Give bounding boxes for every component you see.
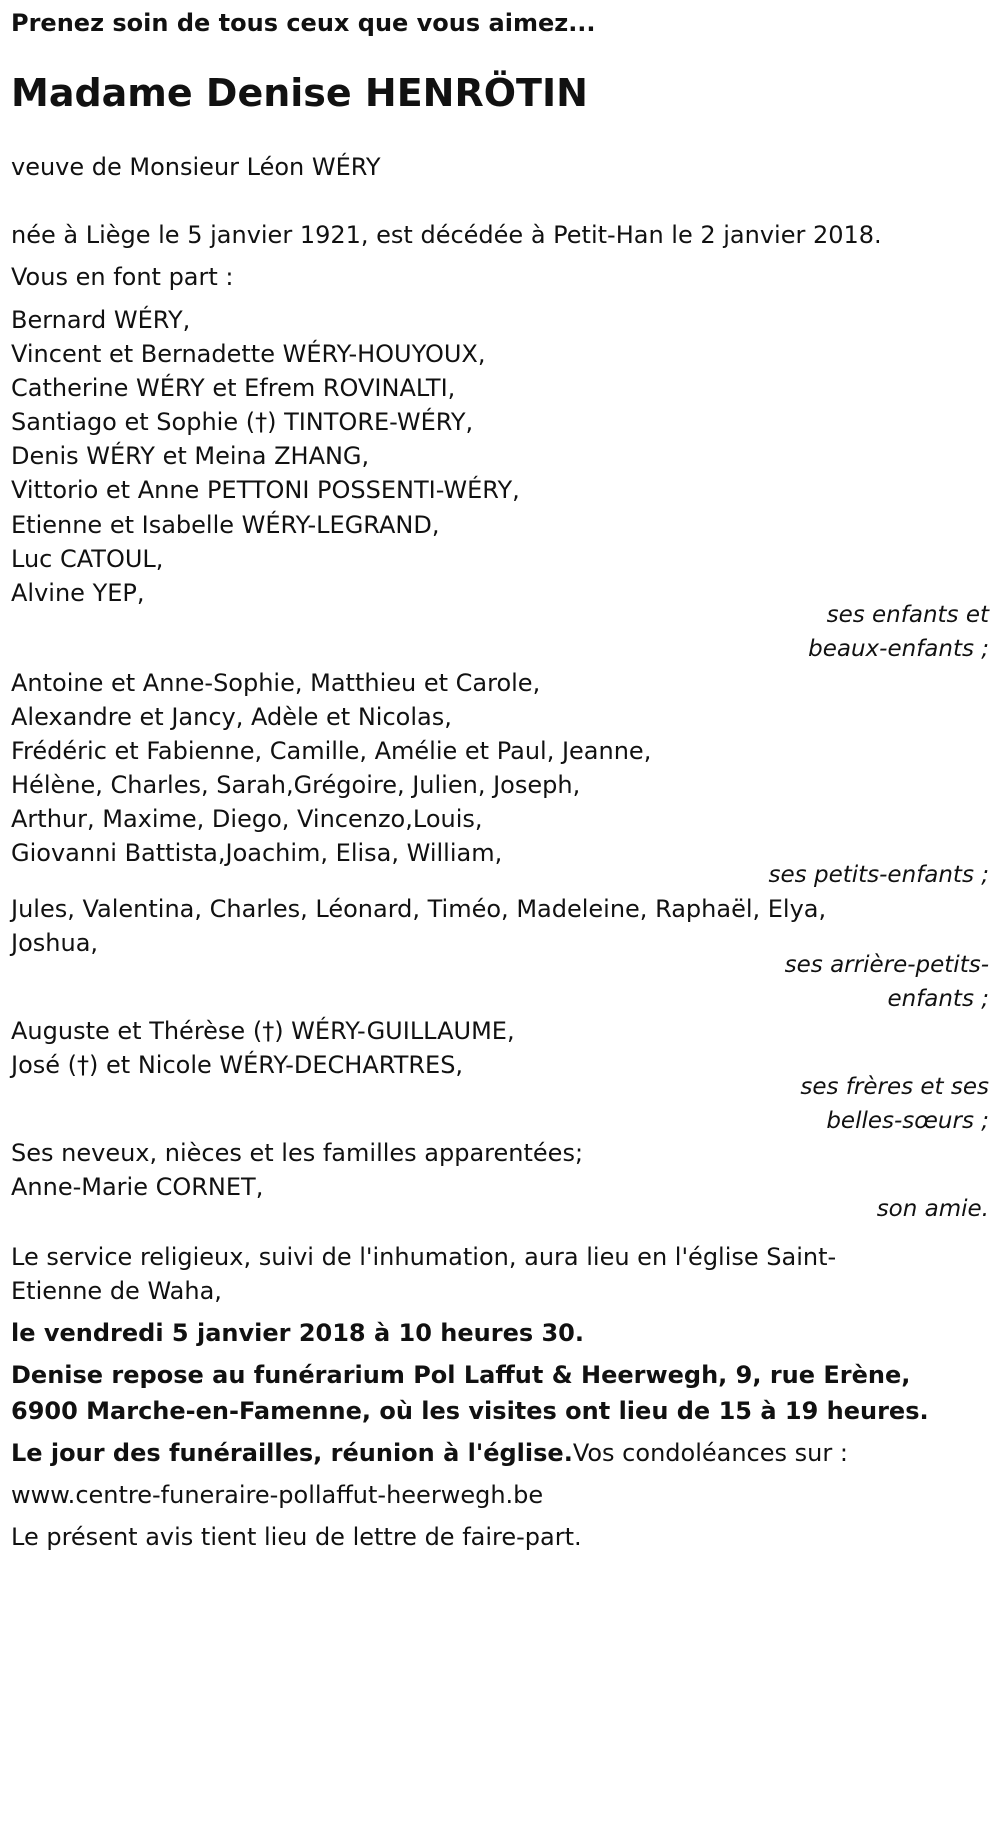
children-line: Catherine WÉRY et Efrem ROVINALTI, (11, 374, 456, 402)
children-line: Etienne et Isabelle WÉRY-LEGRAND, (11, 511, 440, 539)
condolences-text: Vos condoléances sur : (572, 1439, 848, 1467)
grandchildren-line: Antoine et Anne-Sophie, Matthieu et Carole, (11, 669, 541, 697)
closing-line: Le présent avis tient lieu de lettre de faire-part. (11, 1523, 582, 1551)
children-role: beaux-enfants ; (808, 636, 989, 662)
grandchildren-role: ses petits-enfants ; (768, 862, 989, 888)
great-grandchildren-role: enfants ; (887, 986, 989, 1012)
great-grandchildren-line: Jules, Valentina, Charles, Léonard, Timéo, Madeleine, Raphaël, Elya, (11, 895, 827, 923)
service-line: Le service religieux, suivi de l'inhumation, aura lieu en l'église Saint- (11, 1243, 837, 1271)
children-line: Santiago et Sophie (†) TINTORE-WÉRY, (11, 408, 474, 436)
siblings-line: José (†) et Nicole WÉRY-DECHARTRES, (11, 1051, 464, 1079)
siblings-role: belles-sœurs ; (826, 1108, 989, 1134)
grandchildren-line: Alexandre et Jancy, Adèle et Nicolas, (11, 703, 452, 731)
funeral-day-text: Le jour des funérailles, réunion à l'église. (11, 1439, 573, 1467)
rest-line: Denise repose au funérarium Pol Laffut & Heerwegh, 9, rue Erène, (11, 1361, 911, 1389)
siblings-line: Auguste et Thérèse (†) WÉRY-GUILLAUME, (11, 1017, 515, 1045)
rest-line: 6900 Marche-en-Famenne, où les visites ont lieu de 15 à 19 heures. (11, 1397, 929, 1425)
grandchildren-line: Frédéric et Fabienne, Camille, Amélie et Paul, Jeanne, (11, 737, 652, 765)
children-line: Alvine YEP, (11, 579, 145, 607)
children-role: ses enfants et (826, 602, 989, 628)
siblings-role: ses frères et ses (800, 1074, 989, 1100)
family-line: Ses neveux, nièces et les familles apparentées; (11, 1139, 584, 1167)
friend-role: son amie. (876, 1196, 989, 1222)
children-line: Luc CATOUL, (11, 545, 164, 573)
family-line: Anne-Marie CORNET, (11, 1173, 264, 1201)
great-grandchildren-line: Joshua, (11, 929, 99, 957)
grandchildren-line: Hélène, Charles, Sarah,Grégoire, Julien, Joseph, (11, 771, 581, 799)
children-line: Denis WÉRY et Meina ZHANG, (11, 442, 370, 470)
widow-line: veuve de Monsieur Léon WÉRY (11, 153, 381, 181)
great-grandchildren-role: ses arrière-petits- (784, 952, 989, 978)
funeral-day-line (11, 1438, 848, 1468)
announce-line: Vous en font part : (11, 263, 234, 291)
grandchildren-line: Arthur, Maxime, Diego, Vincenzo,Louis, (11, 805, 483, 833)
heading: Prenez soin de tous ceux que vous aimez... (11, 9, 596, 37)
grandchildren-line: Giovanni Battista,Joachim, Elisa, William, (11, 839, 503, 867)
children-line: Vittorio et Anne PETTONI POSSENTI-WÉRY, (11, 476, 520, 504)
service-date: le vendredi 5 janvier 2018 à 10 heures 30. (11, 1319, 584, 1347)
children-line: Vincent et Bernadette WÉRY-HOUYOUX, (11, 340, 486, 368)
service-line: Etienne de Waha, (11, 1277, 222, 1305)
children-line: Bernard WÉRY, (11, 306, 191, 334)
deceased-name: Madame Denise HENRÖTIN (11, 71, 588, 115)
website-link[interactable]: www.centre-funeraire-pollaffut-heerwegh.be (11, 1481, 544, 1509)
birth-death-line: née à Liège le 5 janvier 1921, est décédée à Petit-Han le 2 janvier 2018. (11, 221, 882, 249)
